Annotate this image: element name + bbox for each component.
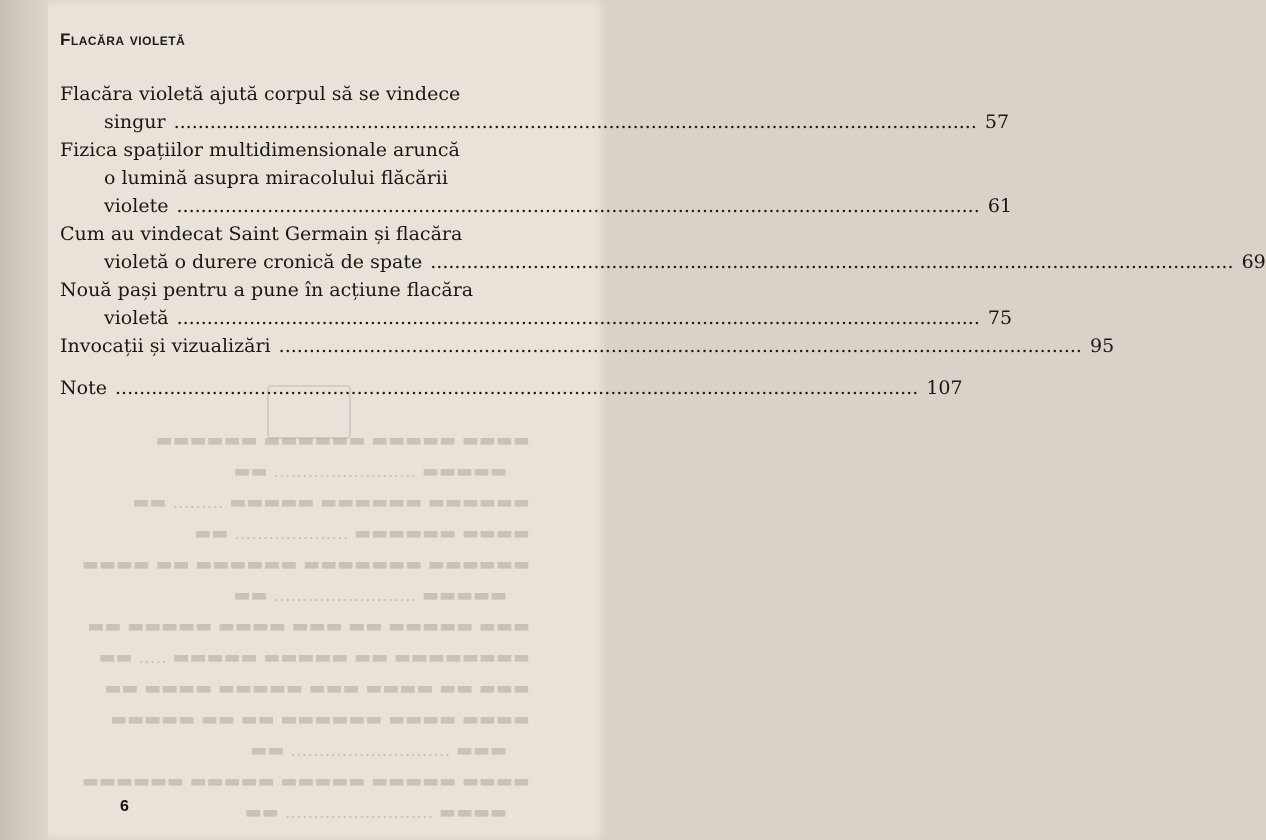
- toc-entry-line: Fizica spațiilor multidimensionale aruncă: [60, 139, 460, 161]
- toc-entry-2: [60, 136, 1012, 220]
- running-header: Flacăra violetă: [60, 30, 186, 49]
- dot-leader: [279, 335, 1082, 357]
- toc-entry-3: [60, 220, 1266, 276]
- table-of-contents: [60, 80, 1266, 402]
- toc-page-number: 61: [987, 195, 1012, 217]
- dot-leader: [177, 307, 980, 329]
- toc-entry-1: [60, 80, 1010, 136]
- toc-spacer: [60, 360, 528, 374]
- toc-page-number: 107: [926, 377, 963, 399]
- toc-entry-text: Invocații și vizualizări: [60, 335, 271, 357]
- toc-entry-text: violetă: [104, 307, 169, 329]
- toc-entry-leader-line: [60, 192, 1012, 220]
- toc-entry-text: singur: [104, 111, 166, 133]
- dot-leader: [115, 377, 918, 399]
- toc-entry-text: violetă o durere cronică de spate: [104, 251, 423, 273]
- toc-entry-line: o lumină asupra miracolului flăcării: [104, 167, 448, 189]
- toc-entry-text: Note: [60, 377, 107, 399]
- dot-leader: [174, 111, 977, 133]
- toc-entry-5: [60, 332, 1115, 360]
- page-number: 6: [120, 798, 129, 815]
- toc-entry-line: Flacăra violetă ajută corpul să se vindece: [60, 83, 461, 105]
- toc-entry-leader-line: [60, 108, 1010, 136]
- watermark-stamp-icon: [267, 385, 351, 439]
- toc-entry-leader-line: [60, 248, 1266, 276]
- dot-leader: [430, 251, 1233, 273]
- toc-page-number: 75: [987, 307, 1013, 329]
- toc-page-number: 95: [1089, 335, 1115, 357]
- book-spine: [0, 0, 48, 840]
- toc-entry-leader-line: [60, 304, 1013, 332]
- toc-entry-4: [60, 276, 1013, 332]
- toc-entry-leader-line: [60, 332, 1115, 360]
- toc-entry-line: Cum au vindecat Saint Germain și flacăra: [60, 223, 463, 245]
- dot-leader: [177, 195, 980, 217]
- toc-entry-text: violete: [104, 195, 169, 217]
- toc-page-number: 69: [1241, 251, 1266, 273]
- toc-page-number: 57: [984, 111, 1010, 133]
- toc-entry-line: Nouă pași pentru a pune în acțiune flacăra: [60, 279, 474, 301]
